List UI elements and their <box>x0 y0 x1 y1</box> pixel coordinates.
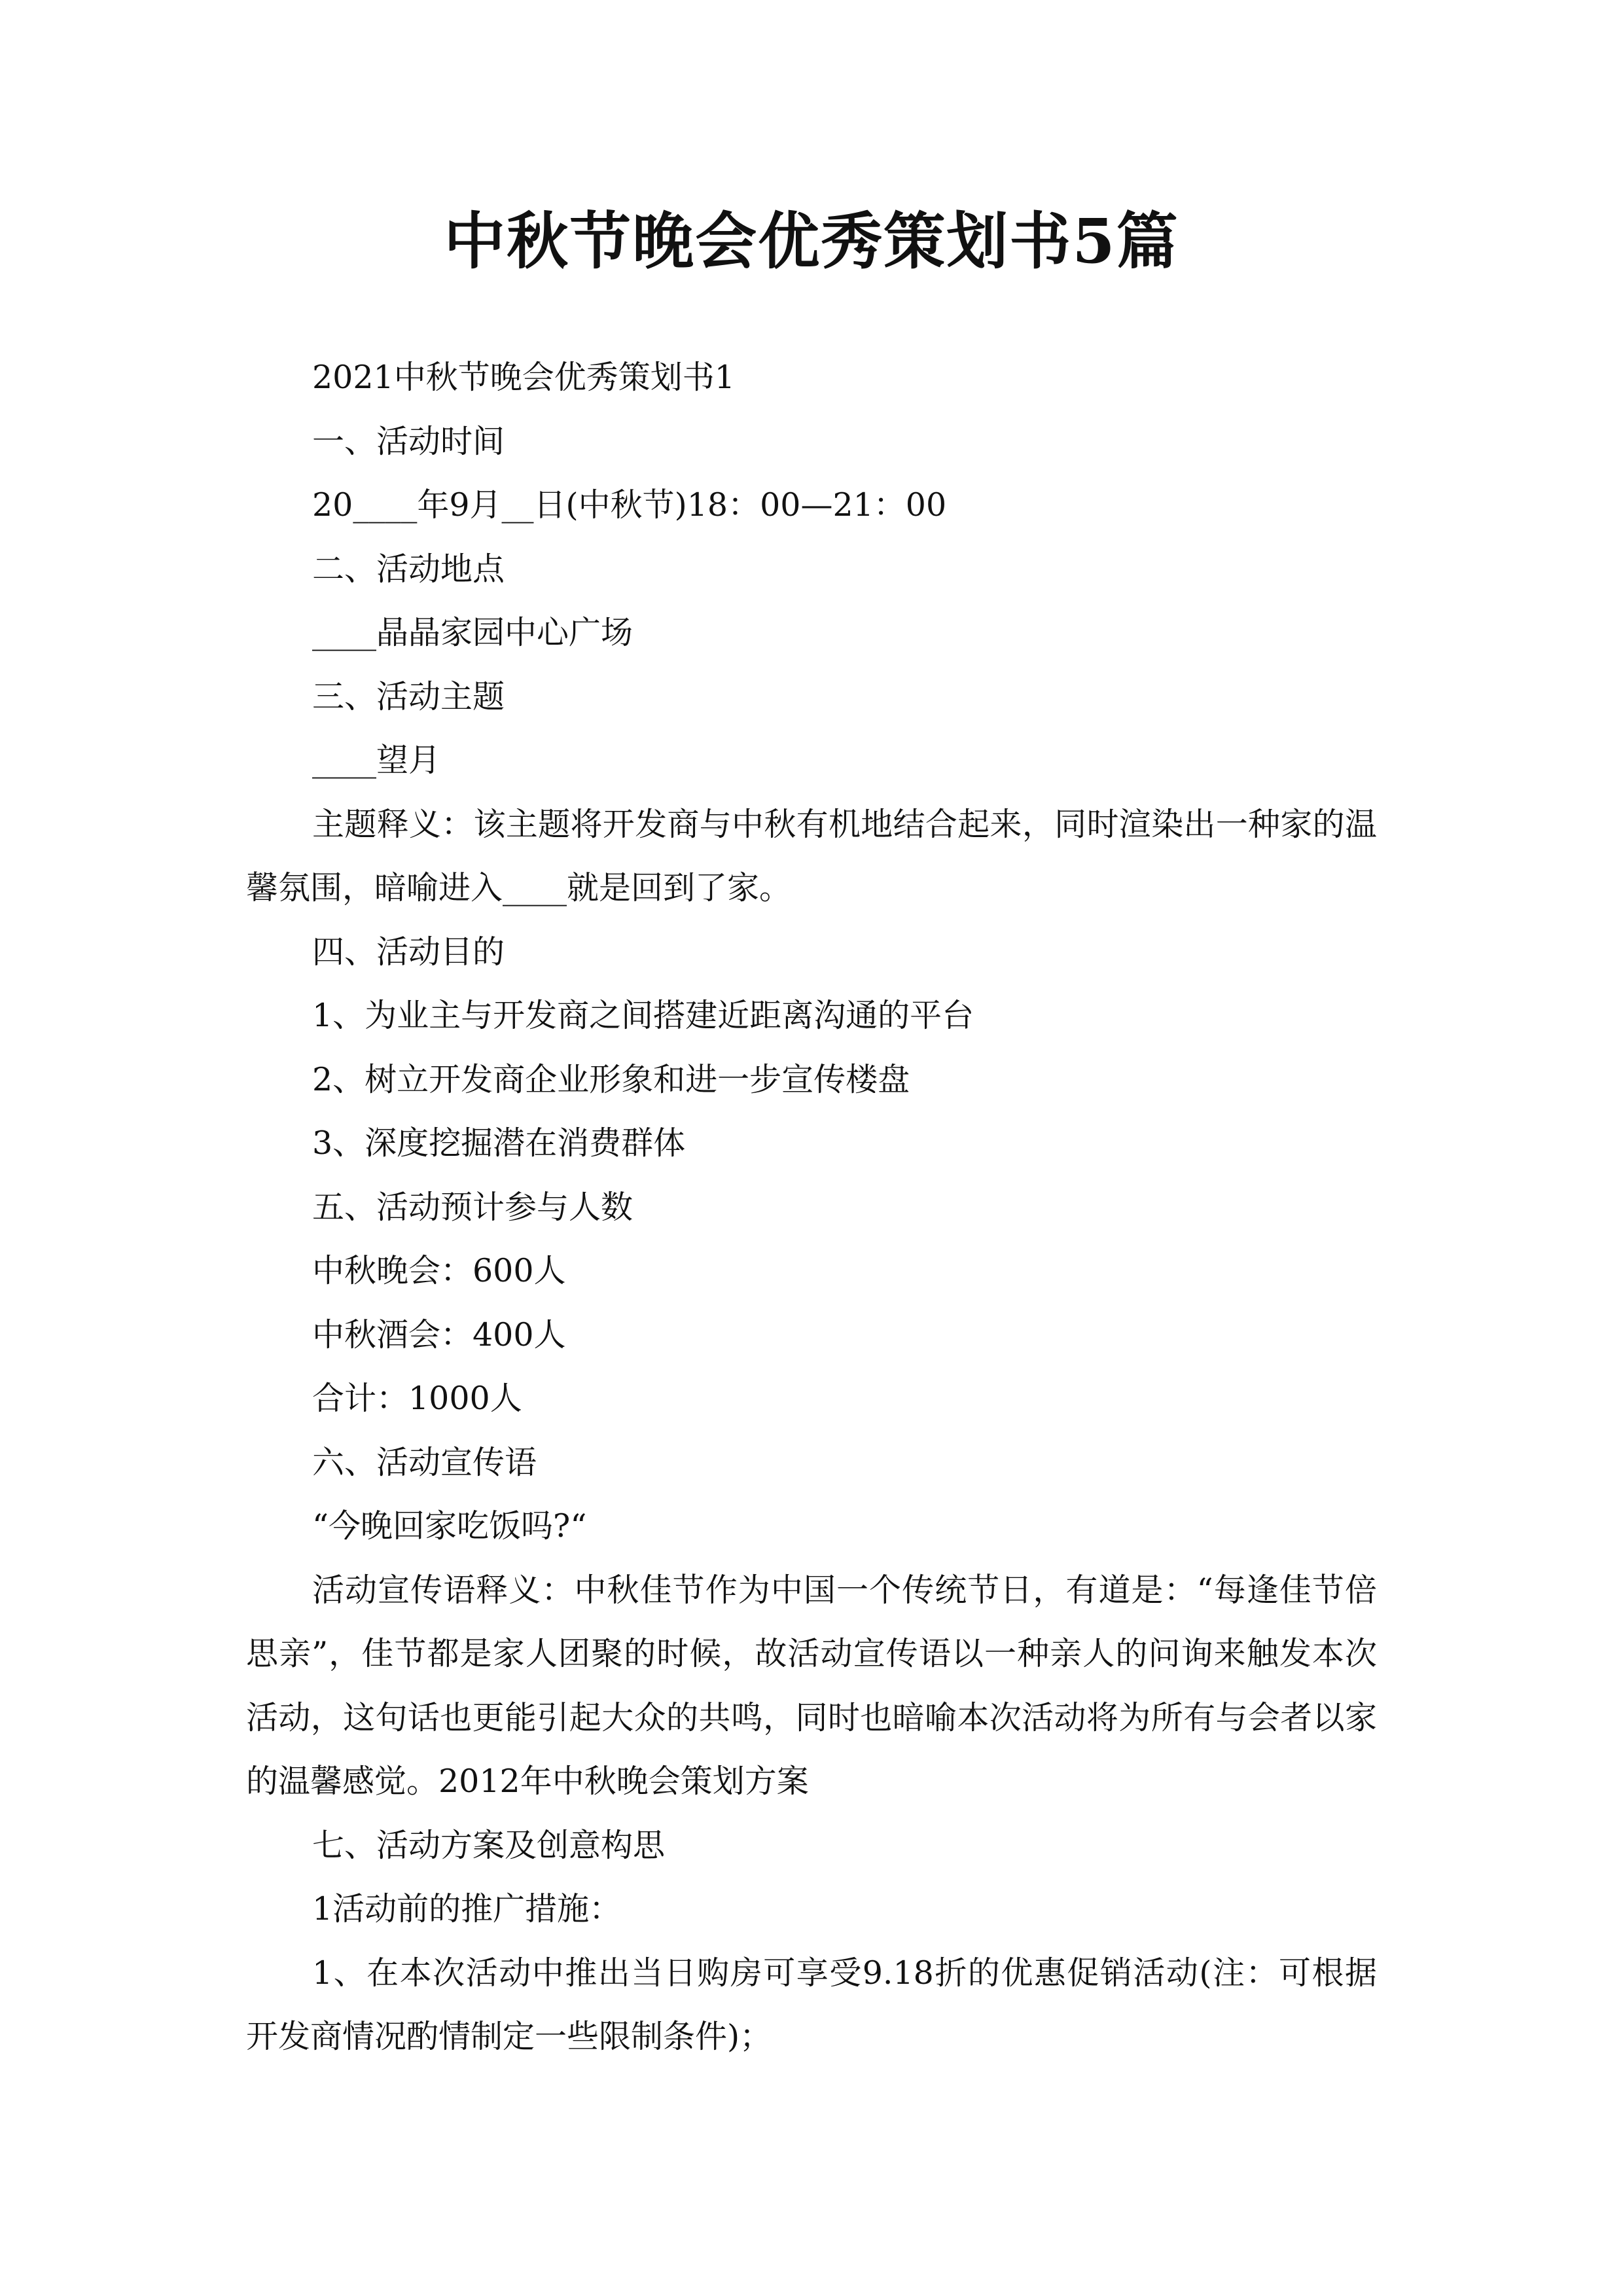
section-heading: 七、活动方案及创意构思 <box>312 1826 666 1864</box>
list-item: 2、树立开发商企业形象和进一步宣传楼盘 <box>312 1060 910 1098</box>
body-line: 20____年9月__日(中秋节)18：00—21：00 <box>312 486 947 524</box>
doc-title: 中秋节晚会优秀策划书5篇 <box>444 206 1179 278</box>
list-item: 3、深度挖掘潜在消费群体 <box>312 1124 686 1162</box>
body-line: 1、在本次活动中推出当日购房可享受9.18折的优惠促销活动(注：可根据 <box>312 1954 1377 1992</box>
body-line: 的温馨感觉。2012年中秋晚会策划方案 <box>246 1763 809 1800</box>
sub-heading: 1活动前的推广措施： <box>312 1890 622 1928</box>
section-heading: 五、活动预计参与人数 <box>312 1188 633 1226</box>
body-line: 活动，这句话也更能引起大众的共鸣，同时也暗喻本次活动将为所有与会者以家 <box>246 1698 1377 1736</box>
body-line: 中秋晚会：600人 <box>312 1252 566 1289</box>
section-heading: 六、活动宣传语 <box>312 1443 537 1481</box>
body-line: ____望月 <box>312 742 441 779</box>
body-line: 馨氛围，暗喻进入____就是回到了家。 <box>246 869 792 906</box>
body-line: 开发商情况酌情制定一些限制条件)； <box>246 2018 772 2055</box>
section-heading: 四、活动目的 <box>312 933 505 971</box>
body-line: 思亲”，佳节都是家人团聚的时候，故活动宣传语以一种亲人的问询来触发本次 <box>246 1635 1377 1672</box>
slogan: “今晚回家吃饭吗?“ <box>312 1507 587 1545</box>
section-heading: 二、活动地点 <box>312 550 505 588</box>
section-heading: 三、活动主题 <box>312 677 505 715</box>
document-body <box>246 346 1377 2069</box>
body-line: 主题释义：该主题将开发商与中秋有机地结合起来，同时渲染出一种家的温 <box>312 805 1377 843</box>
body-line: ____晶晶家园中心广场 <box>312 614 633 651</box>
section-heading: 一、活动时间 <box>312 422 505 460</box>
body-line: 活动宣传语释义：中秋佳节作为中国一个传统节日，有道是：“每逢佳节倍 <box>312 1571 1377 1609</box>
body-line: 合计：1000人 <box>312 1380 522 1417</box>
list-item: 1、为业主与开发商之间搭建近距离沟通的平台 <box>312 997 974 1034</box>
body-line: 中秋酒会：400人 <box>312 1316 566 1354</box>
plan-heading: 2021中秋节晚会优秀策划书1 <box>312 359 735 396</box>
